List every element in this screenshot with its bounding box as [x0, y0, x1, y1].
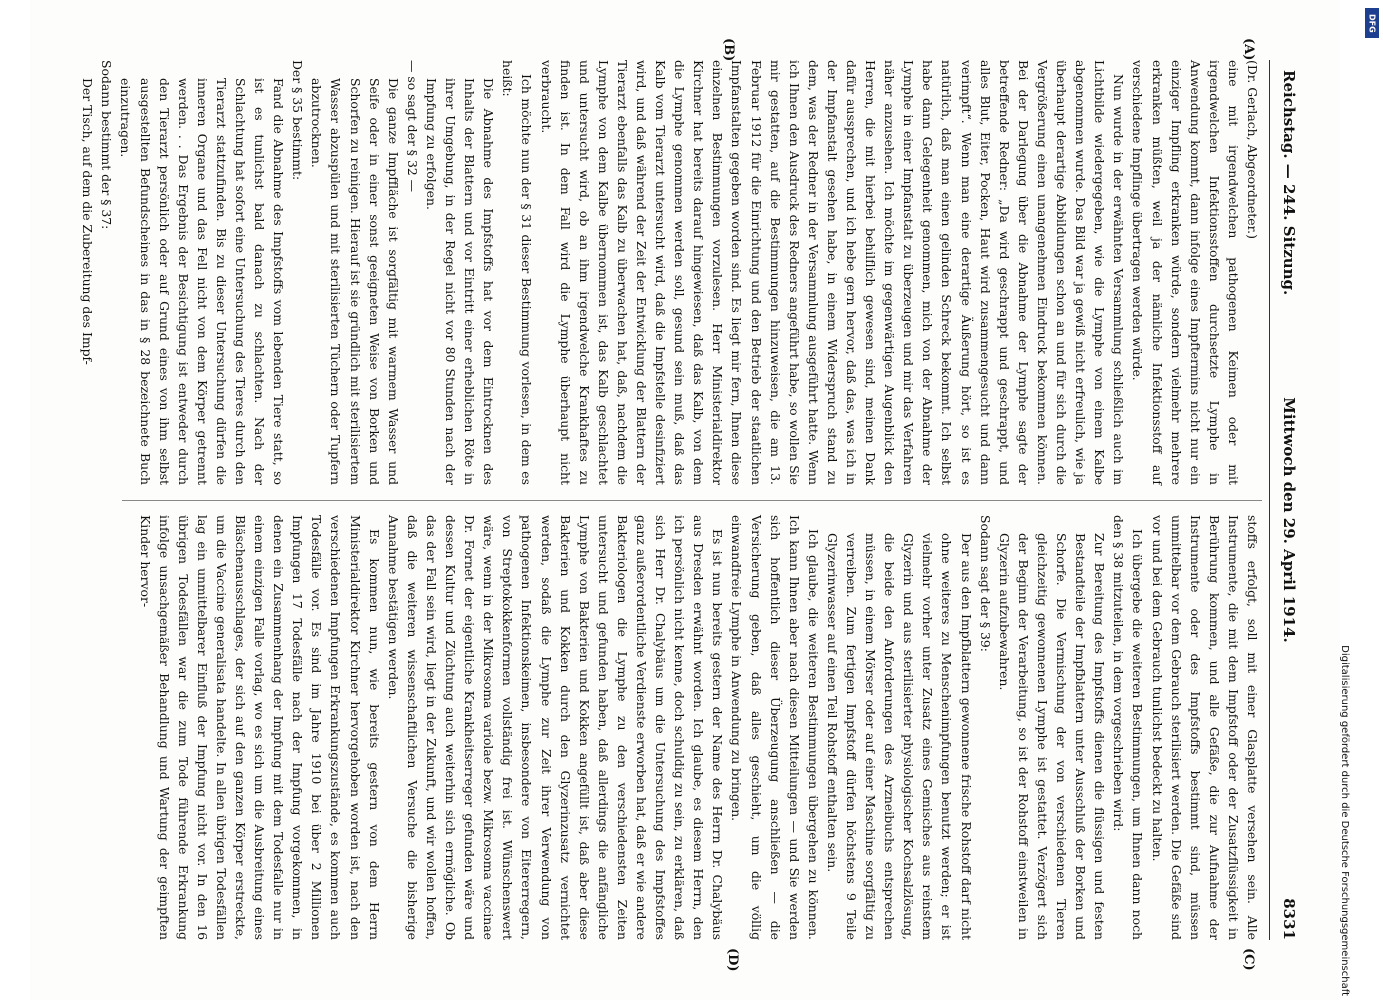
- text-column-left: [80, 60, 1262, 485]
- digitization-attribution: Digitalisierung gefördert durch die Deutsche Forschungsgemeinschaft: [1339, 645, 1350, 996]
- paragraph: Fand die Abnahme des Impfstoffs vom lebenden Tiere statt, so ist es tunlichst bald danach zu schlachten. Nach der Schlachtung hat sofort eine Untersuchung des Tieres durch den Tierarzt stattzufinden. Bis zu dieser Untersuchung dürfen die inneren Organe und das Fell nicht von dem Körper getrennt werden. . . Das Ergebnis der Besichtigung ist entweder durch den Tierarzt persönlich oder auf Grund eines von ihm selbst ausgestellten Befundscheines in das in § 28 bezeichnete Buch einzutragen.: [118, 78, 287, 485]
- column-divider: [122, 500, 1262, 501]
- paragraph: — so sagt der § 32 —: [404, 60, 420, 193]
- page-number: 8331: [1280, 898, 1298, 940]
- paragraph: Der aus den Impfblattern gewonnene frische Rohstoff darf nicht ohne weiteres zu Menschenimpfungen benutzt werden; er ist vielmehr vorher unter Zusatz eines Gemisches aus reinstem Glyzerin und aus sterilisierter physiologischer Kochsalzlösung, die beide den Anforderungen des Arzneibuchs entsprechen müssen, in einem Mörser oder auf einer Maschine sorgfältig zu verreiben. Zum fertigen Impfstoff dürfen höchstens 9 Teile Glyzerinwasser auf einen Teil Rohstoff enthalten sein.: [824, 533, 974, 940]
- paragraph: Der § 35 bestimmt:: [290, 60, 306, 181]
- text-column-right: [122, 515, 1262, 940]
- paragraph: Ich übergebe die weiteren Bestimmungen, um Ihnen dann noch den § 38 mitzuteilen, in dem vorgeschrieben wird:: [1111, 515, 1146, 940]
- paragraph: Zur Bereitung des Impfstoffs dienen die flüssigen und festen Bestandteile der Impfblattern unter Ausschluß der Borken und Schorfe. Die Vermischung der von verschiedenen Tieren gleichzeitig gewonnenen Lymphe ist gestattet. Verzögert sich der Beginn der Verarbeitung, so ist der Rohstoff einstweilen in Glyzerin aufzubewahren.: [996, 533, 1108, 940]
- paragraph: Nun wurde in der erwähnten Versammlung schließlich auch im Lichtbilde wiedergegeben, wie die Lymphe von einem Kalbe abgenommen wurde. Das Bild war ja gewiß nicht erfreulich, wie ja überhaupt derartige Abbildungen schon an und für sich durch die Vergrößerung einen unangenehmen Eindruck bekommen können. Bei der Darlegung über die Abnahme der Lymphe sagte der betreffende Redner: „Da wird geschrappt und geschrappt, und alles Blut, Eiter, Pocken, Haut wird zusammengesucht und dann verimpft“. Wenn man eine derartige Äußerung hört, so ist es natürlich, daß man einen gelinden Schreck bekommt. Ich selbst habe dann Gelegenheit genommen, mich von der Abnahme der Lymphe in einer Impfanstalt zu überzeugen und mir das Verfahren näher anzusehen. Ich möchte im gegenwärtigen Augenblick den Herren, die mit hierbei behilflich gewesen sind, meinen Dank dafür aussprechen, und ich hebe gern hervor, daß das, was ich in der Impfanstalt gesehen habe, in einem Widerspruch stand zu dem, was der Redner in der Versammlung ausgeführt hatte. Wenn ich Ihnen den Ausdruck des Redners angeführt habe, so wollen Sie mir gestatten, auf die Bestimmungen hinzuweisen, die am 13. Februar 1912 für die Einrichtung und den Betrieb der staatlichen Impfanstalten gegeben worden sind. Es liegt mir fern, Ihnen diese einzelnen Bestimmungen vorzulesen. Herr Ministerialdirektor Kirchner hat bereits darauf hingewiesen, daß das Kalb, von dem die Lymphe genommen werden soll, gesund sein muß, daß das Kalb vom Tierarzt untersucht wird, daß die Impfstelle desinfiziert wird, und daß während der Zeit der Entwicklung der Blattern der Tierarzt ebenfalls das Kalb zu überwachen hat, daß, nachdem die Lymphe von dem Kalbe übernommen ist, das Kalb geschlachtet und untersucht wird, ob an ihm irgendwelche Krankhaftes zu finden ist. In dem Fall wird die Lymphe überhaupt nicht verbraucht.: [538, 60, 1127, 485]
- margin-mark-d: (D): [725, 948, 740, 972]
- paragraph: Ich möchte nun der § 31 dieser Bestimmung vorlesen, in dem es heißt:: [500, 60, 535, 485]
- paragraph: Es ist nun bereits gestern der Name des Herrn Dr. Chalybäus aus Dresden erwähnt worden. Ich glaube, es diesem Herrn, den ich persönlich nicht kenne, doch schuldig zu sein, zu erklären, daß sich Herr Dr. Chalybäus um die Untersuchung des Impfstoffes ganz außerordentliche Verdienste erworben hat, daß er wie andere Bakteriologen die Lymphe zu den verschiedensten Zeiten untersucht und gefunden haben, daß allerdings die anfängliche Lymphe von Bakterien und Kokken angefüllt ist, daß aber diese Bakterien und Kokken durch den Glyzerinzusatz vernichtet werden, sodaß die Lymphe zur Zeit ihrer Verwendung von pathogenen Infektionskeimen, insbesondere von Eitererregern, von Streptokokkenformen vollständig frei ist. Wünschenswert wäre, wenn in der Mikrosoma variolae bezw. Mikrosoma vaccinae Dr. Fornet der eigentliche Krankheitserreger gefunden wäre und dessen Kultur und Züchtung auch weiterhin sich ermögliche. Ob das der Fall sein wird, liegt in der Zukunft, und wir wollen hoffen, daß die weiteren wissenschaftlichen Versuche die bisherige Annahme bestätigen werden.: [385, 515, 726, 940]
- running-head-date: Mittwoch den 29. April 1914.: [1280, 397, 1298, 643]
- margin-mark-a: (A): [1241, 38, 1256, 61]
- paragraph: (Dr. Gerlach, Abgeordneter.): [1245, 60, 1260, 239]
- rotated-scan-page: [30, 0, 1340, 1000]
- running-head-left: Reichstag. — 244. Sitzung.: [1280, 70, 1298, 296]
- margin-mark-b: (B): [721, 38, 736, 62]
- paragraph: Die Abnahme des Impfstoffs hat vor dem Eintrocknen des Inhalts der Blattern und vor Eintritt einer erheblichen Röte in ihrer Umgebung, in der Regel nicht vor 80 Stunden nach der Impfung zu erfolgen.: [423, 78, 497, 485]
- dfg-logo: DFG: [1365, 8, 1379, 38]
- paragraph: Ich glaube, die weiteren Bestimmungen übergehen zu können. Ich kann Ihnen aber nach diesen Mitteilungen — und Sie werden sich hoffentlich dieser Überzeugung anschließen — die Versicherung geben, daß alles geschieht, um die völlig einwandfreie Lymphe in Anwendung zu bringen.: [729, 515, 821, 940]
- header-rule: [1269, 60, 1270, 940]
- paragraph: Die ganze Impffläche ist sorgfältig mit warmem Wasser und Seife oder in einer sonst geeigneten Weise von Borken und Schorfen zu reinigen. Hierauf ist sie gründlich mit sterilisiertem Wasser abzuspülen und mit sterilisierten Tüchern oder Tupfern abzutrocknen.: [309, 78, 401, 485]
- paragraph: Der Tisch, auf dem die Zubereitung des Impf-: [80, 78, 96, 365]
- paragraph: eine mit irgendwelchen pathogenen Keimen oder mit irgendwelchen Infektionsstoffen durchsetzte Lymphe in Anwendung kommt, dann infolge eines Impftermins nicht nur ein einziger Impfling erkranken würde, sondern vielmehr mehrere erkranken müßten, weil ja der nämliche Infektionsstoff auf verschiedene Impflinge übertragen werden würde.: [1130, 60, 1241, 485]
- margin-mark-c: (C): [1241, 948, 1256, 971]
- paragraph: Es kommen nun, wie bereits gestern von dem Herrn Ministerialdirektor Kirchner hervorgehoben worden ist, nach den verschiedenen Impfungen Erkrankungszustände, es kommen auch Todesfälle vor. Es sind im Jahre 1910 bei über 2 Millionen Impfungen 17 Todesfälle nach der Impfung vorgekommen, in denen ein Zusammenhang der Impfung mit dem Todesfalle nur in einem einzigen Falle vorlag, wo es sich um die Ausbreitung eines Bläschenausschlages, der sich auf den ganzen Körper erstreckte, um die Vaccine generalisata handelte. In allen übrigen Todesfällen lag ein unmittelbarer Einfluß der Impfung nicht vor. In den 16 übrigen Todesfällen war die zum Tode führende Erkrankung infolge unsachgemäßer Behandlung und Wartung der geimpften Kinder hervor-: [137, 515, 382, 940]
- paragraph: Sodann sagt der § 39:: [977, 515, 993, 652]
- paragraph: stoffs erfolgt, soll mit einer Glasplatte versehen sein. Alle Instrumente, die mit dem Impfstoff oder der Zusatzflüssigkeit in Berührung kommen, und alle Gefäße, die zur Aufnahme der Instrumente oder des Impfstoffs bestimmt sind, müssen unmittelbar vor dem Gebrauch sterilisiert werden. Die Gefäße sind vor und bei dem Gebrauch tunlichst bedeckt zu halten.: [1149, 515, 1260, 940]
- paragraph: Sodann bestimmt der § 37:: [99, 60, 115, 230]
